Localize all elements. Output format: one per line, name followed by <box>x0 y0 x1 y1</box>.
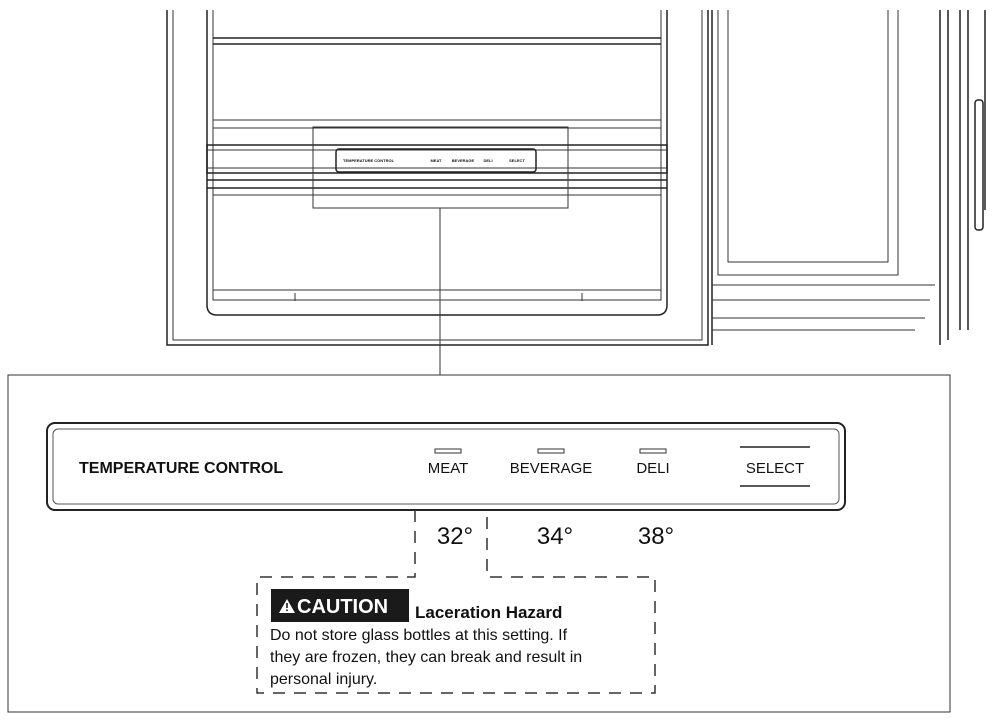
small-panel-title: TEMPERATURE CONTROL <box>343 158 395 163</box>
deli-button[interactable] <box>636 449 669 477</box>
caution-badge <box>271 589 409 622</box>
small-meat-label: MEAT <box>430 158 442 163</box>
small-beverage-label: BEVERAGE <box>451 158 475 163</box>
beverage-temperature: 34° <box>536 523 574 550</box>
caution-text-line: Do not store glass bottles at this setting. If <box>270 627 568 644</box>
deli-label: DELI <box>636 460 670 477</box>
caution-text-line: they are frozen, they can break and result in <box>270 649 583 666</box>
caution-text-line: personal injury. <box>270 671 378 688</box>
beverage-label: BEVERAGE <box>509 460 593 477</box>
caution-heading: Laceration Hazard <box>415 603 563 622</box>
select-label: SELECT <box>745 460 805 477</box>
refrigerator-drawing <box>167 10 985 375</box>
meat-label: MEAT <box>427 460 469 477</box>
caution-label: CAUTION <box>297 596 389 618</box>
small-select-label: SELECT <box>509 158 525 163</box>
deli-temperature: 38° <box>637 523 675 550</box>
meat-temperature: 32° <box>436 523 474 550</box>
panel-title: TEMPERATURE CONTROL <box>79 460 284 477</box>
small-deli-label: DELI <box>483 158 493 163</box>
